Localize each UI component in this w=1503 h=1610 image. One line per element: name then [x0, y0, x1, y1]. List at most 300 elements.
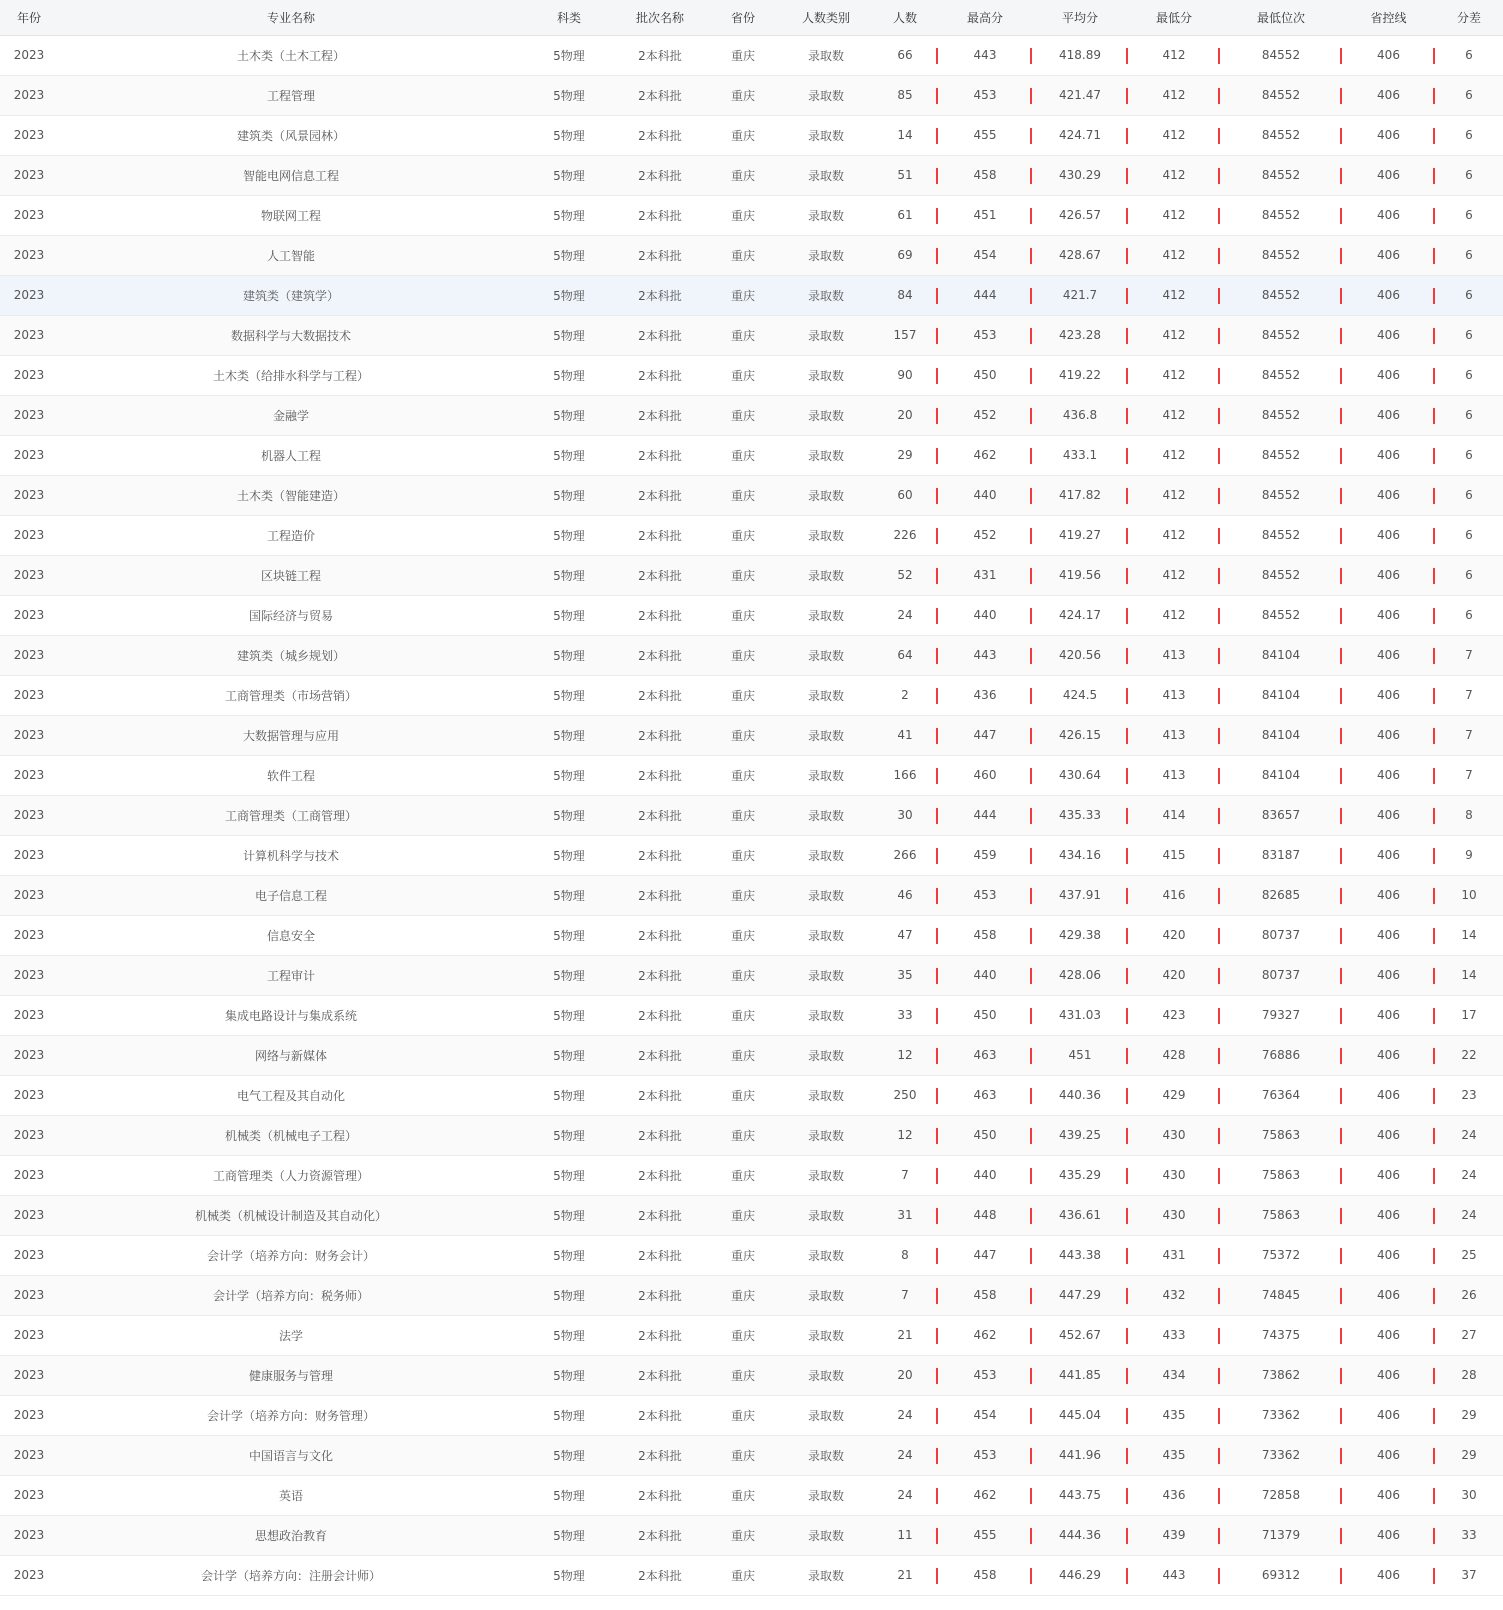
- col-control-line-cell: 406: [1342, 1155, 1435, 1195]
- table-row[interactable]: [0, 1235, 1503, 1275]
- col-max-score-cell: 459: [938, 835, 1032, 875]
- table-body: [0, 35, 1503, 1595]
- table-row[interactable]: [0, 795, 1503, 835]
- col-subject-cell: 5物理: [553, 1128, 585, 1143]
- col-control-line-cell: 406: [1342, 635, 1435, 675]
- table-row[interactable]: [0, 1355, 1503, 1395]
- col-avg-score-cell: 430.29: [1032, 155, 1128, 195]
- table-row[interactable]: [0, 635, 1503, 675]
- col-subject-cell: 5物理: [553, 1088, 585, 1103]
- col-batch-cell: 2本科批: [638, 648, 682, 663]
- col-year-cell: 2023: [13, 648, 45, 662]
- col-year-cell: 2023: [13, 808, 45, 822]
- col-min-rank-cell: 73862: [1220, 1355, 1342, 1395]
- table-row[interactable]: [0, 1395, 1503, 1435]
- col-control-line-cell: 406: [1342, 1275, 1435, 1315]
- col-batch-cell: 2本科批: [638, 1488, 682, 1503]
- col-count-cell: 7: [872, 1155, 938, 1195]
- col-score-diff-cell: 6: [1465, 128, 1473, 142]
- col-control-line-cell: 406: [1342, 235, 1435, 275]
- col-max-score-cell: 431: [938, 555, 1032, 595]
- col-max-score-cell: 458: [938, 1555, 1032, 1595]
- col-min-rank-cell: 84552: [1220, 595, 1342, 635]
- col-subject-cell: 5物理: [553, 1488, 585, 1503]
- col-avg-score-cell: 426.15: [1032, 715, 1128, 755]
- col-avg-score-header[interactable]: 平均分: [1032, 0, 1128, 35]
- col-count-header[interactable]: 人数: [872, 0, 938, 35]
- col-score-diff-cell: 23: [1461, 1088, 1477, 1102]
- col-min-rank-cell: 84552: [1220, 555, 1342, 595]
- col-count-type-cell: 录取数: [807, 848, 844, 863]
- col-major-name-cell: 金融学: [272, 408, 309, 423]
- col-count-cell: 90: [872, 355, 938, 395]
- col-count-type-cell: 录取数: [807, 1328, 844, 1343]
- col-max-score-cell: 453: [938, 875, 1032, 915]
- col-batch-header[interactable]: 批次名称: [614, 0, 706, 35]
- col-year-cell: 2023: [13, 1208, 45, 1222]
- col-min-rank-cell: 74375: [1220, 1315, 1342, 1355]
- table-row[interactable]: [0, 35, 1503, 75]
- col-year-cell: 2023: [13, 1328, 45, 1342]
- col-count-cell: 7: [872, 1275, 938, 1315]
- col-score-diff-cell: 6: [1465, 88, 1473, 102]
- col-score-diff-cell: 22: [1461, 1048, 1477, 1062]
- col-count-type-cell: 录取数: [807, 1248, 844, 1263]
- col-min-score-cell: 420: [1128, 955, 1220, 995]
- col-major-name-cell: 会计学（培养方向：税务师）: [212, 1288, 369, 1303]
- col-control-line-header[interactable]: 省控线: [1342, 0, 1435, 35]
- col-province-cell: 重庆: [730, 528, 755, 543]
- col-count-cell: 12: [872, 1035, 938, 1075]
- table-row[interactable]: [0, 1435, 1503, 1475]
- col-count-type-cell: 录取数: [807, 1208, 844, 1223]
- col-avg-score-cell: 419.27: [1032, 515, 1128, 555]
- col-year-cell: 2023: [13, 608, 45, 622]
- table-row[interactable]: [0, 755, 1503, 795]
- table-row[interactable]: [0, 1075, 1503, 1115]
- col-score-diff-cell: 9: [1465, 848, 1473, 862]
- col-score-diff-cell: 14: [1461, 928, 1477, 942]
- col-year-cell: 2023: [13, 1408, 45, 1422]
- col-avg-score-cell: 434.16: [1032, 835, 1128, 875]
- table-row[interactable]: [0, 1555, 1503, 1595]
- table-row[interactable]: [0, 915, 1503, 955]
- table-row[interactable]: [0, 1515, 1503, 1555]
- col-min-rank-cell: 83657: [1220, 795, 1342, 835]
- col-min-rank-cell: 84552: [1220, 435, 1342, 475]
- col-major-name-cell: 机械类（机械电子工程）: [224, 1128, 357, 1143]
- col-year-cell: 2023: [13, 408, 45, 422]
- table-row[interactable]: [0, 1035, 1503, 1075]
- col-major-name-cell: 工商管理类（市场营销）: [224, 688, 357, 703]
- col-min-score-cell: 416: [1128, 875, 1220, 915]
- col-batch-cell: 2本科批: [638, 568, 682, 583]
- col-max-score-cell: 463: [938, 1035, 1032, 1075]
- col-score-diff-cell: 6: [1465, 48, 1473, 62]
- col-major-name-cell: 软件工程: [266, 768, 315, 783]
- table-row[interactable]: [0, 75, 1503, 115]
- col-subject-cell: 5物理: [553, 928, 585, 943]
- col-min-score-cell: 412: [1128, 515, 1220, 555]
- col-control-line-cell: 406: [1342, 595, 1435, 635]
- col-max-score-cell: 444: [938, 795, 1032, 835]
- col-score-diff-cell: 30: [1461, 1488, 1477, 1502]
- col-year-cell: 2023: [13, 328, 45, 342]
- col-batch-cell: 2本科批: [638, 1328, 682, 1343]
- col-count-cell: 24: [872, 595, 938, 635]
- col-count-type-cell: 录取数: [807, 168, 844, 183]
- col-count-type-cell: 录取数: [807, 728, 844, 743]
- col-max-score-cell: 458: [938, 1275, 1032, 1315]
- col-year-cell: 2023: [13, 1288, 45, 1302]
- col-control-line-cell: 406: [1342, 915, 1435, 955]
- col-count-cell: 21: [872, 1315, 938, 1355]
- col-year-cell: 2023: [13, 248, 45, 262]
- table-row[interactable]: [0, 875, 1503, 915]
- col-count-cell: 226: [872, 515, 938, 555]
- col-major-name-cell: 会计学（培养方向：注册会计师）: [200, 1568, 381, 1583]
- col-score-diff-cell: 6: [1465, 488, 1473, 502]
- col-max-score-cell: 450: [938, 995, 1032, 1035]
- col-min-score-cell: 414: [1128, 795, 1220, 835]
- col-year-cell: 2023: [13, 128, 45, 142]
- col-province-cell: 重庆: [730, 208, 755, 223]
- col-count-type-cell: 录取数: [807, 808, 844, 823]
- col-year-cell: 2023: [13, 1168, 45, 1182]
- col-min-rank-cell: 79327: [1220, 995, 1342, 1035]
- col-avg-score-cell: 444.36: [1032, 1515, 1128, 1555]
- col-count-type-cell: 录取数: [807, 928, 844, 943]
- col-major-name-cell: 人工智能: [266, 248, 315, 263]
- table-row[interactable]: [0, 595, 1503, 635]
- col-avg-score-cell: 424.5: [1032, 675, 1128, 715]
- col-year-cell: 2023: [13, 208, 45, 222]
- col-max-score-cell: 443: [938, 35, 1032, 75]
- col-score-diff-cell: 33: [1461, 1528, 1477, 1542]
- table-row[interactable]: [0, 555, 1503, 595]
- col-major-name-cell: 物联网工程: [260, 208, 321, 223]
- col-max-score-cell: 450: [938, 1115, 1032, 1155]
- col-year-header[interactable]: 年份: [0, 0, 58, 35]
- table-row[interactable]: [0, 715, 1503, 755]
- col-subject-header[interactable]: 科类: [524, 0, 614, 35]
- col-min-rank-cell: 80737: [1220, 915, 1342, 955]
- col-control-line-cell: 406: [1342, 955, 1435, 995]
- table-row[interactable]: [0, 235, 1503, 275]
- col-major-name-cell: 土木类（智能建造）: [236, 488, 345, 503]
- col-batch-cell: 2本科批: [638, 728, 682, 743]
- col-major-name-cell: 土木类（土木工程）: [236, 48, 345, 63]
- col-province-cell: 重庆: [730, 248, 755, 263]
- col-major-name-cell: 会计学（培养方向：财务会计）: [206, 1248, 375, 1263]
- col-province-cell: 重庆: [730, 168, 755, 183]
- col-count-type-cell: 录取数: [807, 48, 844, 63]
- col-min-rank-header[interactable]: 最低位次: [1220, 0, 1342, 35]
- col-major-name-cell: 工程审计: [266, 968, 315, 983]
- col-min-rank-cell: 76886: [1220, 1035, 1342, 1075]
- col-province-cell: 重庆: [730, 888, 755, 903]
- col-max-score-header[interactable]: 最高分: [938, 0, 1032, 35]
- col-min-score-cell: 412: [1128, 355, 1220, 395]
- col-province-header[interactable]: 省份: [706, 0, 780, 35]
- col-max-score-cell: 440: [938, 595, 1032, 635]
- col-year-cell: 2023: [13, 1088, 45, 1102]
- table-row[interactable]: [0, 995, 1503, 1035]
- col-province-cell: 重庆: [730, 1448, 755, 1463]
- col-year-cell: 2023: [13, 528, 45, 542]
- col-min-score-cell: 412: [1128, 235, 1220, 275]
- col-count-type-cell: 录取数: [807, 408, 844, 423]
- table-row[interactable]: [0, 1275, 1503, 1315]
- col-major-name-cell: 法学: [278, 1328, 303, 1343]
- col-count-type-cell: 录取数: [807, 1088, 844, 1103]
- col-min-score-cell: 428: [1128, 1035, 1220, 1075]
- col-score-diff-cell: 6: [1465, 368, 1473, 382]
- col-major-name-cell: 集成电路设计与集成系统: [224, 1008, 357, 1023]
- col-year-cell: 2023: [13, 1528, 45, 1542]
- col-avg-score-cell: 452.67: [1032, 1315, 1128, 1355]
- col-score-diff-cell: 7: [1465, 768, 1473, 782]
- col-avg-score-cell: 421.7: [1032, 275, 1128, 315]
- col-batch-cell: 2本科批: [638, 208, 682, 223]
- col-subject-cell: 5物理: [553, 368, 585, 383]
- col-batch-cell: 2本科批: [638, 848, 682, 863]
- table-row[interactable]: [0, 1315, 1503, 1355]
- table-row[interactable]: [0, 1475, 1503, 1515]
- col-province-cell: 重庆: [730, 1088, 755, 1103]
- col-min-score-header[interactable]: 最低分: [1128, 0, 1220, 35]
- col-province-cell: 重庆: [730, 368, 755, 383]
- col-count-cell: 2: [872, 675, 938, 715]
- table-row[interactable]: [0, 515, 1503, 555]
- col-score-diff-header[interactable]: 分差: [1435, 0, 1503, 35]
- col-avg-score-cell: 423.28: [1032, 315, 1128, 355]
- table-row[interactable]: [0, 1115, 1503, 1155]
- col-year-cell: 2023: [13, 88, 45, 102]
- col-count-type-cell: 录取数: [807, 1368, 844, 1383]
- col-subject-cell: 5物理: [553, 568, 585, 583]
- col-avg-score-cell: 426.57: [1032, 195, 1128, 235]
- col-score-diff-cell: 6: [1465, 448, 1473, 462]
- col-score-diff-cell: 28: [1461, 1368, 1477, 1382]
- col-min-score-cell: 412: [1128, 275, 1220, 315]
- col-min-score-cell: 412: [1128, 195, 1220, 235]
- col-count-cell: 64: [872, 635, 938, 675]
- col-max-score-cell: 458: [938, 155, 1032, 195]
- col-score-diff-cell: 6: [1465, 288, 1473, 302]
- col-min-rank-cell: 73362: [1220, 1395, 1342, 1435]
- col-province-cell: 重庆: [730, 328, 755, 343]
- table-row[interactable]: [0, 195, 1503, 235]
- col-batch-cell: 2本科批: [638, 1368, 682, 1383]
- col-max-score-cell: 444: [938, 275, 1032, 315]
- col-province-cell: 重庆: [730, 1368, 755, 1383]
- table-row[interactable]: [0, 955, 1503, 995]
- col-count-cell: 52: [872, 555, 938, 595]
- table-row[interactable]: [0, 275, 1503, 315]
- col-province-cell: 重庆: [730, 928, 755, 943]
- col-count-cell: 12: [872, 1115, 938, 1155]
- col-control-line-cell: 406: [1342, 995, 1435, 1035]
- col-batch-cell: 2本科批: [638, 1448, 682, 1463]
- col-province-cell: 重庆: [730, 288, 755, 303]
- table-row[interactable]: [0, 355, 1503, 395]
- col-subject-cell: 5物理: [553, 1528, 585, 1543]
- col-batch-cell: 2本科批: [638, 1208, 682, 1223]
- col-control-line-cell: 406: [1342, 475, 1435, 515]
- col-count-type-cell: 录取数: [807, 488, 844, 503]
- col-max-score-cell: 458: [938, 915, 1032, 955]
- col-min-rank-cell: 84552: [1220, 155, 1342, 195]
- col-score-diff-cell: 6: [1465, 568, 1473, 582]
- col-control-line-cell: 406: [1342, 675, 1435, 715]
- col-year-cell: 2023: [13, 1048, 45, 1062]
- col-count-cell: 69: [872, 235, 938, 275]
- col-min-rank-cell: 75863: [1220, 1155, 1342, 1195]
- col-control-line-cell: 406: [1342, 1315, 1435, 1355]
- col-max-score-cell: 462: [938, 1315, 1032, 1355]
- col-control-line-cell: 406: [1342, 315, 1435, 355]
- col-batch-cell: 2本科批: [638, 128, 682, 143]
- col-count-type-cell: 录取数: [807, 88, 844, 103]
- col-subject-cell: 5物理: [553, 1568, 585, 1583]
- col-count-type-cell: 录取数: [807, 768, 844, 783]
- col-min-score-cell: 435: [1128, 1395, 1220, 1435]
- col-count-cell: 29: [872, 435, 938, 475]
- col-min-score-cell: 433: [1128, 1315, 1220, 1355]
- col-control-line-cell: 406: [1342, 1435, 1435, 1475]
- col-batch-cell: 2本科批: [638, 248, 682, 263]
- col-count-type-cell: 录取数: [807, 248, 844, 263]
- col-min-score-cell: 412: [1128, 155, 1220, 195]
- col-count-cell: 250: [872, 1075, 938, 1115]
- col-avg-score-cell: 419.22: [1032, 355, 1128, 395]
- col-score-diff-cell: 6: [1465, 528, 1473, 542]
- col-min-rank-cell: 84552: [1220, 275, 1342, 315]
- col-batch-cell: 2本科批: [638, 1528, 682, 1543]
- table-row[interactable]: [0, 155, 1503, 195]
- col-major-name-cell: 区块链工程: [260, 568, 321, 583]
- col-score-diff-cell: 10: [1461, 888, 1477, 902]
- col-max-score-cell: 452: [938, 515, 1032, 555]
- col-min-score-cell: 415: [1128, 835, 1220, 875]
- col-province-cell: 重庆: [730, 128, 755, 143]
- col-avg-score-cell: 439.25: [1032, 1115, 1128, 1155]
- table-row[interactable]: [0, 1195, 1503, 1235]
- col-subject-cell: 5物理: [553, 768, 585, 783]
- col-batch-cell: 2本科批: [638, 1088, 682, 1103]
- col-max-score-cell: 454: [938, 235, 1032, 275]
- col-batch-cell: 2本科批: [638, 1048, 682, 1063]
- col-score-diff-cell: 27: [1461, 1328, 1477, 1342]
- col-major-name-cell: 建筑类（建筑学）: [242, 288, 339, 303]
- col-major-name-cell: 工商管理类（工商管理）: [224, 808, 357, 823]
- col-min-score-cell: 412: [1128, 115, 1220, 155]
- col-score-diff-cell: 7: [1465, 728, 1473, 742]
- col-control-line-cell: 406: [1342, 1515, 1435, 1555]
- col-count-cell: 41: [872, 715, 938, 755]
- col-batch-cell: 2本科批: [638, 88, 682, 103]
- col-avg-score-cell: 436.61: [1032, 1195, 1128, 1235]
- col-score-diff-cell: 26: [1461, 1288, 1477, 1302]
- col-year-cell: 2023: [13, 928, 45, 942]
- col-count-type-cell: 录取数: [807, 288, 844, 303]
- col-count-type-cell: 录取数: [807, 608, 844, 623]
- col-province-cell: 重庆: [730, 1528, 755, 1543]
- col-avg-score-cell: 429.38: [1032, 915, 1128, 955]
- col-avg-score-cell: 433.1: [1032, 435, 1128, 475]
- col-max-score-cell: 440: [938, 955, 1032, 995]
- col-major-name-cell: 思想政治教育: [254, 1528, 327, 1543]
- col-score-diff-cell: 24: [1461, 1208, 1477, 1222]
- col-subject-cell: 5物理: [553, 488, 585, 503]
- table-row[interactable]: [0, 1155, 1503, 1195]
- col-max-score-cell: 443: [938, 635, 1032, 675]
- col-min-rank-cell: 84552: [1220, 75, 1342, 115]
- col-major-name-cell: 电子信息工程: [254, 888, 327, 903]
- col-min-score-cell: 431: [1128, 1235, 1220, 1275]
- table-row[interactable]: [0, 835, 1503, 875]
- col-avg-score-cell: 440.36: [1032, 1075, 1128, 1115]
- col-max-score-cell: 460: [938, 755, 1032, 795]
- col-year-cell: 2023: [13, 888, 45, 902]
- col-control-line-cell: 406: [1342, 1555, 1435, 1595]
- col-score-diff-cell: 7: [1465, 648, 1473, 662]
- col-count-cell: 157: [872, 315, 938, 355]
- table-row[interactable]: [0, 115, 1503, 155]
- col-max-score-cell: 455: [938, 115, 1032, 155]
- col-major-name-header[interactable]: 专业名称: [58, 0, 524, 35]
- col-batch-cell: 2本科批: [638, 448, 682, 463]
- table-row[interactable]: [0, 475, 1503, 515]
- col-major-name-cell: 土木类（给排水科学与工程）: [212, 368, 369, 383]
- table-row[interactable]: [0, 395, 1503, 435]
- col-batch-cell: 2本科批: [638, 808, 682, 823]
- col-control-line-cell: 406: [1342, 795, 1435, 835]
- col-max-score-cell: 463: [938, 1075, 1032, 1115]
- col-count-type-header[interactable]: 人数类别: [780, 0, 872, 35]
- col-avg-score-cell: 424.17: [1032, 595, 1128, 635]
- col-min-score-cell: 430: [1128, 1195, 1220, 1235]
- col-min-score-cell: 412: [1128, 475, 1220, 515]
- col-min-score-cell: 413: [1128, 635, 1220, 675]
- col-min-rank-cell: 84552: [1220, 35, 1342, 75]
- col-control-line-cell: 406: [1342, 715, 1435, 755]
- table-row[interactable]: [0, 675, 1503, 715]
- col-batch-cell: 2本科批: [638, 328, 682, 343]
- table-row[interactable]: [0, 435, 1503, 475]
- col-max-score-cell: 455: [938, 1515, 1032, 1555]
- col-count-cell: 8: [872, 1235, 938, 1275]
- col-subject-cell: 5物理: [553, 808, 585, 823]
- col-avg-score-cell: 447.29: [1032, 1275, 1128, 1315]
- table-row[interactable]: [0, 315, 1503, 355]
- col-max-score-cell: 454: [938, 1395, 1032, 1435]
- col-control-line-cell: 406: [1342, 435, 1435, 475]
- col-score-diff-cell: 37: [1461, 1568, 1477, 1582]
- col-min-rank-cell: 80737: [1220, 955, 1342, 995]
- col-subject-cell: 5物理: [553, 128, 585, 143]
- col-major-name-cell: 电气工程及其自动化: [236, 1088, 345, 1103]
- col-batch-cell: 2本科批: [638, 1008, 682, 1023]
- col-province-cell: 重庆: [730, 48, 755, 63]
- col-year-cell: 2023: [13, 688, 45, 702]
- col-count-cell: 46: [872, 875, 938, 915]
- col-count-cell: 66: [872, 35, 938, 75]
- col-subject-cell: 5物理: [553, 1248, 585, 1263]
- col-control-line-cell: 406: [1342, 115, 1435, 155]
- col-control-line-cell: 406: [1342, 1355, 1435, 1395]
